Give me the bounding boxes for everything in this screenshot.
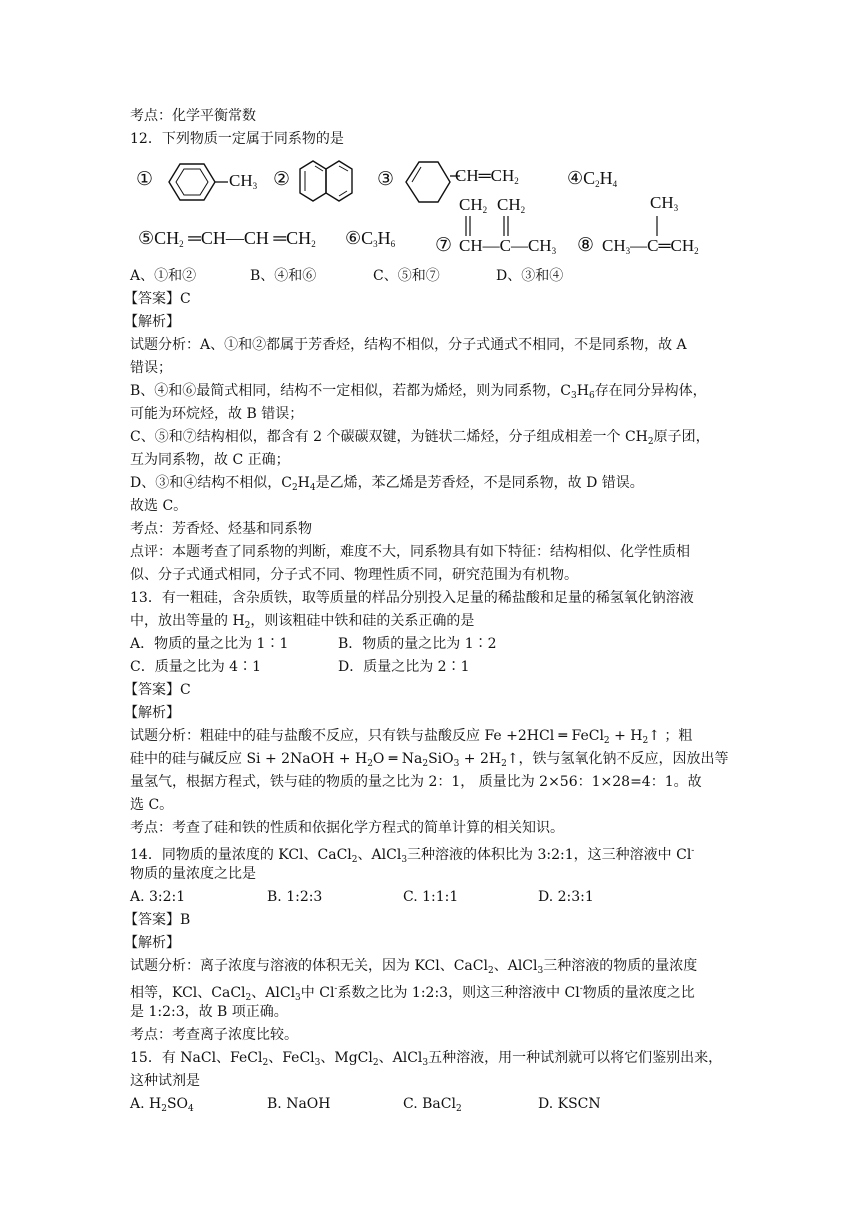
benzene-ring-icon: [402, 156, 462, 210]
analysis-text: 故选 C。: [130, 498, 188, 514]
option-a: A．物质的量之比为 1∶1: [130, 636, 289, 652]
analysis-text: C、⑤和⑦结构相似，都含有 2 个碳碳双键，为链状二烯烃，分子组成相差一个 $CH_2$原子团，: [130, 429, 710, 447]
option-d: D、③和④: [496, 268, 564, 284]
analysis-text: 试题分析：粗硅中的硅与盐酸不反应，只有铁与盐酸反应 Fe +2HCl ═ FeCl$_2$ + $H_2↑$ ；粗: [130, 728, 693, 746]
question-14-stem: 物质的量浓度之比是: [130, 866, 256, 882]
answer-line: 【答案】C: [124, 682, 191, 698]
analysis-text: 选 C。: [130, 797, 174, 813]
analysis-text: D、③和④结构不相似，$C_2H_4$是乙烯，苯乙烯是芳香烃，不是同系物，故 D 错误。: [130, 475, 644, 493]
structure-number: ③: [377, 169, 395, 190]
option-c: C．质量之比为 4∶1: [130, 659, 261, 675]
structure-number: ⑦: [435, 235, 453, 256]
branch-ch2-left: $CH_2$: [459, 195, 488, 215]
kaodian-line: 考点：考查离子浓度比较。: [130, 1027, 298, 1043]
option-b: B. NaOH: [267, 1096, 331, 1112]
methyl-label: $CH_3$: [229, 171, 258, 191]
branch-ch2-right: $CH_2$: [497, 195, 526, 215]
main-chain: $CH_3—C═CH_2$: [602, 236, 699, 256]
answer-line: 【答案】C: [124, 291, 191, 307]
structure-4-ethylene: $④C_2H_4$: [567, 168, 618, 189]
option-c: C. BaCl$_2$: [403, 1096, 462, 1114]
main-chain: $CH—C—CH_3$: [459, 236, 557, 256]
comment-text: 点评：本题考查了同系物的判断，难度不大，同系物具有如下特征：结构相似、化学性质相: [130, 544, 690, 560]
kaodian-line: 考点：化学平衡常数: [130, 108, 256, 124]
analysis-text: 是 1:2:3，故 B 项正确。: [130, 1004, 288, 1020]
single-bond-line-icon: [652, 214, 662, 238]
analysis-text: 试题分析：离子浓度与溶液的体积无关，因为 KCl、CaCl$_2$、AlCl$_3$三种溶液的物质的量浓度: [130, 958, 698, 976]
structure-6-propene: $⑥C_3H_6$: [345, 228, 396, 249]
question-14-stem: 14．同物质的量浓度的 KCl、CaCl$_2$、AlCl$_3$三种溶液的体积比为 3:2:1，这三种溶液中 Cl-: [130, 846, 695, 865]
analysis-text: 错误；: [130, 360, 172, 376]
structure-5-butadiene: $⑤CH_2$ ═CH—CH $═CH_2$: [138, 228, 316, 249]
naphthalene-icon: [296, 153, 366, 215]
option-a: A. $H_2SO_4$: [130, 1096, 194, 1114]
vinyl-label: $CH═CH_2$: [455, 166, 519, 186]
option-b: B、④和⑥: [250, 268, 317, 284]
question-13-stem: 中，放出等量的 $H_2$，则该粗硅中铁和硅的关系正确的是: [130, 613, 475, 631]
comment-text: 似、分子式通式相同，分子式不同、物理性质不同，研究范围为有机物。: [130, 567, 578, 583]
branch-ch3: $CH_3$: [650, 193, 679, 213]
analysis-text: 可能为环烷烃，故 B 错误；: [130, 406, 304, 422]
option-a: A、①和②: [130, 268, 197, 284]
analysis-text: B、④和⑥最简式相同，结构不一定相似，若都为烯烃，则为同系物，$C_3H_6$存在同分异构体，: [130, 383, 707, 401]
analysis-text: 试题分析：A、①和②都属于芳香烃，结构不相似，分子式通式不相同，不是同系物，故 A: [130, 337, 687, 353]
analysis-text: 互为同系物，故 C 正确；: [130, 452, 290, 468]
option-b: B. 1:2:3: [267, 889, 323, 905]
option-c: C、⑤和⑦: [373, 268, 440, 284]
structure-number: ②: [273, 169, 291, 190]
analysis-heading: 【解析】: [124, 935, 180, 951]
option-d: D. KSCN: [538, 1096, 601, 1112]
question-12-stem: 12．下列物质一定属于同系物的是: [130, 131, 344, 147]
kaodian-line: 考点：考查了硅和铁的性质和依据化学方程式的简单计算的相关知识。: [130, 820, 564, 836]
question-15-stem: 这种试剂是: [130, 1073, 200, 1089]
kaodian-line: 考点：芳香烃、烃基和同系物: [130, 521, 312, 537]
analysis-text: 相等，KCl、CaCl$_2$、AlCl$_3$中 Cl-系数之比为 1:2:3，则这三种溶液中 Cl-物质的量浓度之比: [130, 984, 695, 1003]
benzene-ring-icon: [160, 160, 240, 204]
structure-number: ①: [136, 169, 154, 190]
option-d: D．质量之比为 2∶1: [338, 659, 470, 675]
question-15-stem: 15．有 NaCl、FeCl$_2$、FeCl$_3$、MgCl$_2$、AlCl$_3$五种溶液，用一种试剂就可以将它们鉴别出来，: [130, 1050, 723, 1068]
question-13-stem: 13．有一粗硅，含杂质铁，取等质量的样品分别投入足量的稀盐酸和足量的稀氢氧化钠溶液: [130, 590, 694, 606]
option-b: B．物质的量之比为 1∶2: [338, 636, 497, 652]
analysis-text: 硅中的硅与碱反应 Si + 2NaOH + $H_2O$ ═ $Na_2SiO_3$ + $2H_2↑$，铁与氢氧化钠不反应，因放出等: [130, 751, 729, 769]
double-bond-lines-icon: [462, 214, 522, 238]
option-a: A. 3:2:1: [130, 889, 186, 905]
analysis-heading: 【解析】: [124, 705, 180, 721]
option-c: C. 1:1:1: [403, 889, 459, 905]
analysis-text: 量氢气，根据方程式，铁与硅的物质的量之比为 2：1， 质量比为 2×56：1×28=4：1。故: [130, 774, 702, 790]
answer-line: 【答案】B: [124, 912, 191, 928]
analysis-heading: 【解析】: [124, 314, 180, 330]
structure-number: ⑧: [577, 235, 595, 256]
option-d: D. 2:3:1: [538, 889, 594, 905]
